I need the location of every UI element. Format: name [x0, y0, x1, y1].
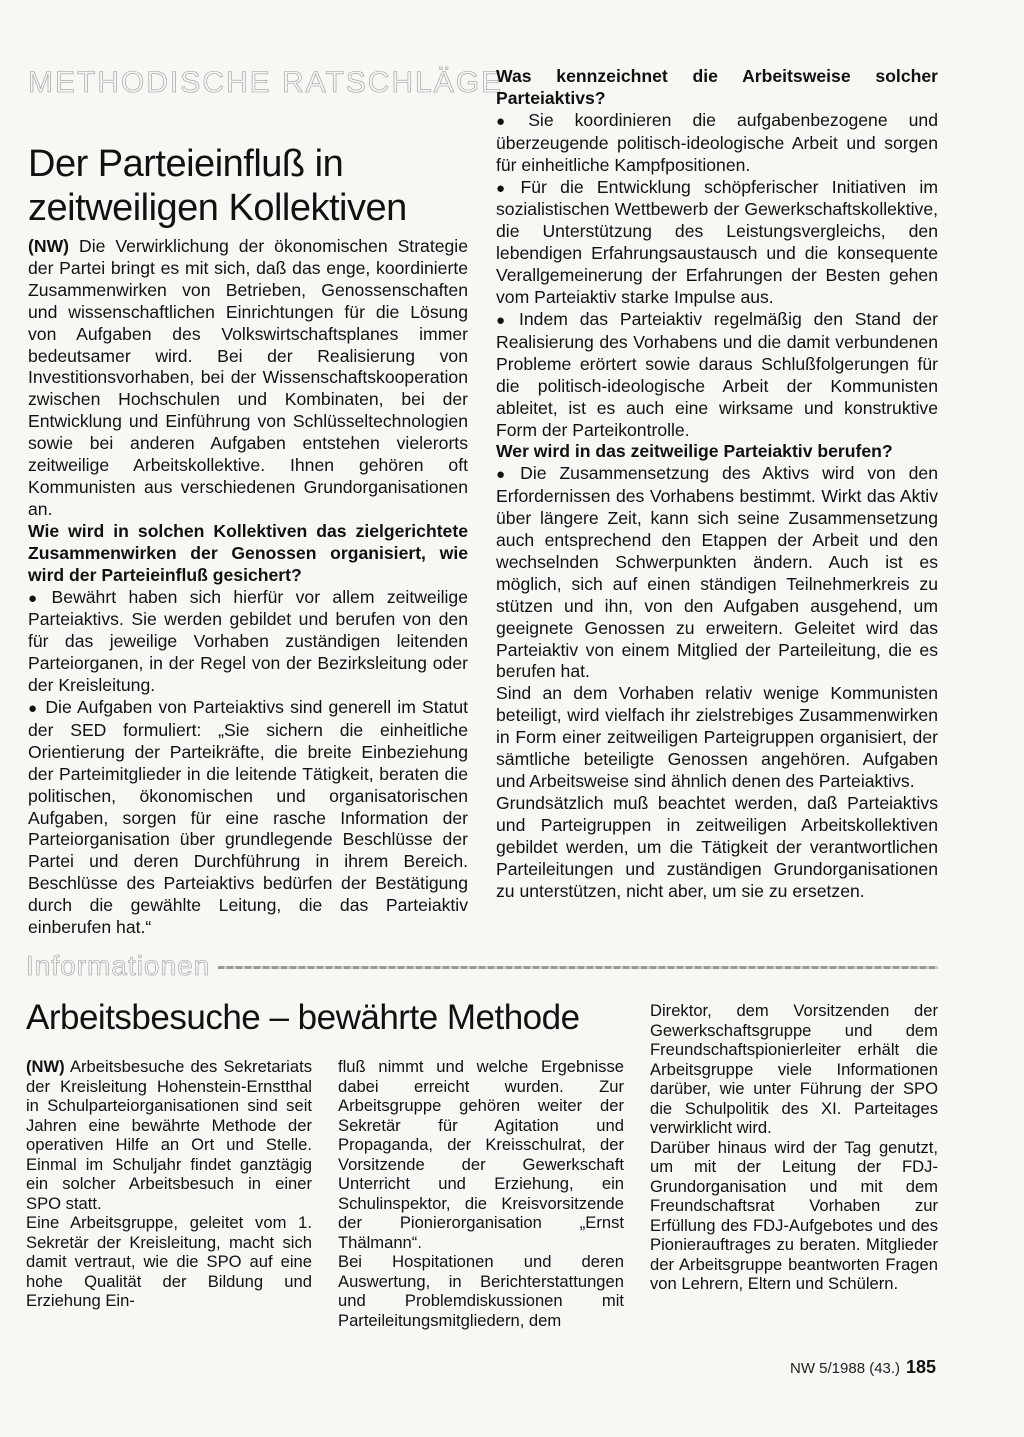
source-tag: (NW): [28, 236, 70, 256]
body-paragraph: Sind an dem Vorhaben relativ wenige Kommunisten beteiligt, wird vielfach ihr zielstrebiges Zusammenwirken in Form einer zeitweiligen Parteigruppen organisiert, der sämtliche beteiligte Genossen angehören. Aufgaben und Arbeitsweise sind ähnlich denen des Parteiaktivs.: [496, 683, 938, 791]
article-headline: Der Parteieinfluß in zeitweiligen Kollektiven: [28, 143, 407, 229]
source-tag: (NW): [26, 1057, 65, 1076]
article-headline: Arbeitsbesuche – bewährte Methode: [26, 998, 580, 1037]
question-heading: Wie wird in solchen Kollektiven das zielgerichtete Zusammenwirken der Genossen organisiert, wie wird der Parteieinfluß gesichert?: [28, 520, 468, 585]
body-paragraph: (NW) Arbeitsbesuche des Sekretariats der Kreisleitung Hohenstein-Ernstthal in Schulparteiorganisationen sind seit Jahren eine bewährte Methode der operativen Hilfe an Ort und Stelle. Einmal im Schuljahr findet ganztägig ein solcher Arbeitsbesuch in einer SPO statt.: [26, 1057, 312, 1213]
question-heading: Wer wird in das zeitweilige Parteiaktiv berufen?: [496, 441, 893, 462]
body-paragraph: Grundsätzlich muß beachtet werden, daß Parteiaktivs und Parteigruppen in zeitweiligen Arbeitskollektiven gebildet werden, um die Tätigkeit der verantwortlichen Parteileitungen und zuständigen Grundorganisationen zu unterstützen, nicht aber, um sie zu ersetzen.: [496, 792, 938, 901]
info-column-3: [650, 1001, 938, 1294]
body-paragraph: Direktor, dem Vorsitzenden der Gewerkschaftsgruppe und dem Freundschaftspionierleiter erhält die Arbeitsgruppe viele Informationen darüber, wie unter Führung der SPO die Schulpolitik des XI. Parteitages verwirklicht wird.: [650, 1001, 938, 1137]
bullet-paragraph: ● Indem das Parteiaktiv regelmäßig den Stand der Realisierung des Vorhabens und die damit verbundenen Probleme erörtert sowie daraus Schlußfolgerungen für die politisch-ideologische Arbeit der Kommunisten ableitet, ist es auch eine wirksame und konstruktive Form der Parteikontrolle.: [496, 309, 938, 441]
info-column-1: [26, 1057, 312, 1311]
body-paragraph: Darüber hinaus wird der Tag genutzt, um mit der Leitung der FDJ-Grundorganisation und mit dem Freundschaftsrat Vorhaben zur Erfüllung des FDJ-Aufgebotes und des Pionierauftrages zu beraten. Mitglieder der Arbeitsgruppe beantworten Fragen von Lehrern, Eltern und Schülern.: [650, 1137, 938, 1293]
body-paragraph: fluß nimmt und welche Ergebnisse dabei erreicht wurden. Zur Arbeitsgruppe gehören weiter der Sekretär für Agitation und Propaganda, der Kreisschulrat, der Vorsitzende der Gewerkschaft Unterricht und Erziehung, ein Schulinspektor, die Kreisvorsitzende der Pionierorganisation „Ernst Thälmann“.: [338, 1057, 624, 1252]
bullet-paragraph: ● Sie koordinieren die aufgabenbezogene und überzeugende politisch-ideologische Arbeit und sorgen für einheitliche Kampfpositionen.: [496, 110, 938, 177]
section-kicker: Informationen: [26, 950, 211, 981]
bullet-paragraph: ● Die Aufgaben von Parteiaktivs sind generell im Statut der SED formuliert: „Sie sichern die einheitliche Orientierung der Parteikräfte, die breite Einbeziehung der Parteimitglieder in die leitende Tätigkeit, beraten die politischen, ökonomischen und organisatorischen Aufgaben, sorgen für eine rasche Information der Parteiorganisation über grundlegende Beschlüsse der Partei und deren Durchführung in ihrem Bereich. Beschlüsse des Parteiaktivs bedürfen der Bestätigung durch die gewählte Leitung, die das Parteiaktiv einberufen hat.“: [28, 697, 468, 939]
bullet-paragraph: ● Bewährt haben sich hierfür vor allem zeitweilige Parteiaktivs. Sie werden gebildet und berufen von den für das jeweilige Vorhaben zuständigen leitenden Parteiorganen, in der Regel von der Bezirksleitung oder der Kreisleitung.: [28, 587, 468, 698]
section-divider: [218, 966, 938, 969]
body-paragraph: Bei Hospitationen und deren Auswertung, in Berichterstattungen und Problemdiskussionen mit Parteileitungsmitgliedern, dem: [338, 1252, 624, 1330]
article-left-column: [28, 236, 468, 939]
section-kicker: METHODISCHE RATSCHLÄGE: [28, 66, 504, 99]
page-number: 185: [906, 1357, 937, 1377]
bullet-paragraph: ● Für die Entwicklung schöpferischer Initiativen im sozialistischen Wettbewerb der Gewerkschaftskollektive, die Unterstützung des Leistungsvergleichs, den lebendigen Erfahrungsaustausch und die konsequente Verallgemeinerung der Erfahrungen der Besten gehen vom Parteiaktiv starke Impulse aus.: [496, 177, 938, 309]
issue-label: NW 5/1988 (43.): [790, 1360, 901, 1377]
intro-paragraph: (NW) Die Verwirklichung der ökonomischen Strategie der Partei bringt es mit sich, daß das enge, koordinierte Zusammenwirken von Betrieben, Genossenschaften und wissenschaftlichen Einrichtungen für die Lösung von Aufgaben des Volkswirtschaftsplanes immer bedeutsamer wird. Bei der Realisierung von Investitionsvorhaben, bei der Wissenschaftskooperation zwischen Hochschulen und Kombinaten, bei der Entwicklung und Einführung von Schlüsseltechnologien sowie bei anderen Aufgaben entstehen vielerorts zeitweilige Arbeitskollektive. Ihnen gehören oft Kommunisten aus verschiedenen Grundorganisationen an.: [28, 236, 468, 519]
info-column-2: [338, 1057, 624, 1330]
question-heading: Was kennzeichnet die Arbeitsweise solcher Parteiaktivs?: [496, 66, 938, 108]
article-right-column: [496, 66, 938, 902]
body-paragraph: Eine Arbeitsgruppe, geleitet vom 1. Sekretär der Kreisleitung, macht sich damit vertraut, wie die SPO auf eine hohe Qualität der Bildung und Erziehung Ein-: [26, 1213, 312, 1310]
bullet-paragraph: ● Die Zusammensetzung des Aktivs wird von den Erfordernissen des Vorhabens bestimmt. Wirkt das Aktiv über längere Zeit, kann sich seine Zusammensetzung auch entsprechend den Etappen der Arbeit und den wechselnden Schwerpunkten ändern. Auch ist es möglich, sich auf einen ständigen Teilnehmerkreis zu stützen und ihn, von den Aufgaben ausgehend, um geeignete Genossen zu erweitern. Geleitet wird das Parteiaktiv von einem Mitglied der Parteileitung, die es berufen hat.: [496, 463, 938, 683]
